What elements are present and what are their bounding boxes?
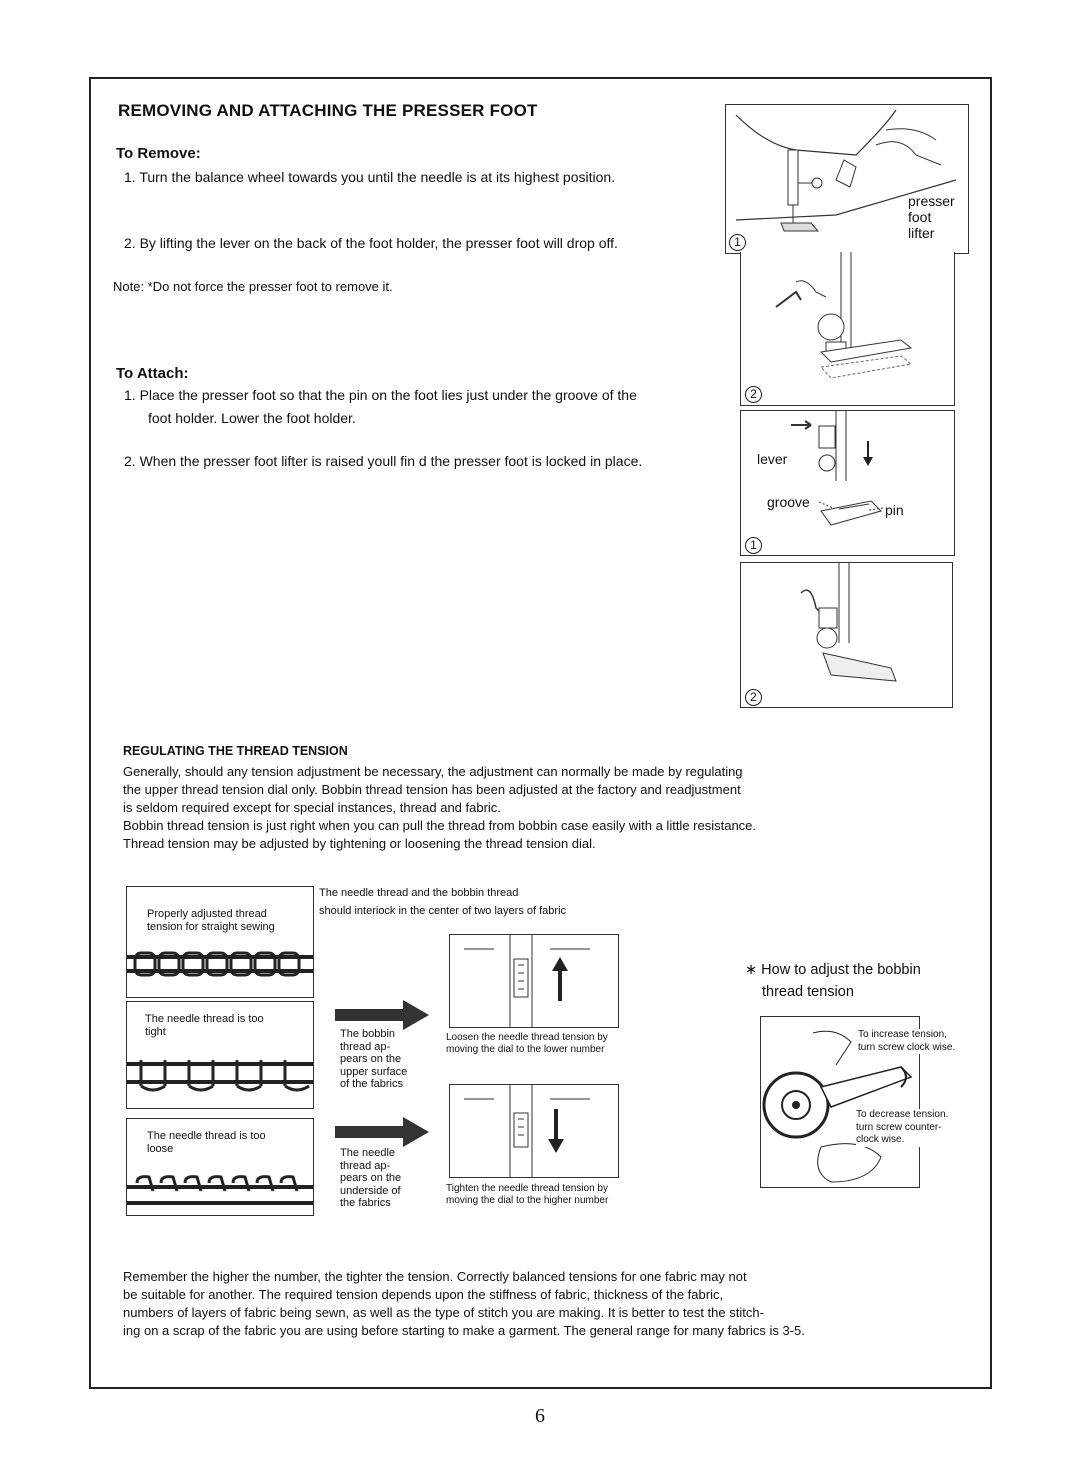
figure-remove-2 bbox=[740, 252, 955, 406]
foot-attached-illustration bbox=[741, 563, 952, 707]
proper-stitch-illustration bbox=[127, 887, 313, 997]
dial-tighten-panel bbox=[449, 1084, 619, 1178]
tension-para-2-line-2: Thread tension may be adjusted by tightening or loosening the thread tension dial. bbox=[123, 836, 596, 851]
loose-label-1: The needle thread is too bbox=[147, 1130, 266, 1142]
decrease-text bbox=[856, 1109, 948, 1147]
bobbin-appears-line: thread ap- bbox=[340, 1040, 391, 1053]
closing-line-2: be suitable for another. The required tension depends upon the stiffness of fabric, thickness of the fabric, bbox=[123, 1287, 724, 1302]
proper-label-1: Properly adjusted thread bbox=[147, 908, 267, 920]
bobbin-appears-line: upper surface bbox=[340, 1065, 408, 1078]
tension-para-1-line-1: Generally, should any tension adjustment be necessary, the adjustment can normally be made by regulating bbox=[123, 764, 743, 779]
presser-label-3: lifter bbox=[908, 225, 935, 241]
loose-tension-panel bbox=[126, 1118, 314, 1216]
tension-para-1-line-2: the upper thread tension dial only. Bobbin thread tension has been adjusted at the factory and readjustment bbox=[123, 782, 741, 797]
tension-para-2-line-1: Bobbin thread tension is just right when you can pull the thread from bobbin case easily with a little resistance. bbox=[123, 818, 757, 833]
page-title: REMOVING AND ATTACHING THE PRESSER FOOT bbox=[118, 101, 538, 120]
bobbin-appears-line: of the fabrics bbox=[340, 1078, 403, 1090]
figure-attach-2 bbox=[740, 562, 953, 708]
tight-stitch-illustration bbox=[127, 1002, 313, 1108]
foot-drop-illustration bbox=[741, 252, 954, 405]
loose-label-2: loose bbox=[147, 1143, 174, 1155]
remove-step-2: 2. By lifting the lever on the back of the foot holder, the presser foot will drop off. bbox=[124, 235, 618, 251]
closing-line-3: numbers of layers of fabric being sewn, as well as the type of stitch you are making. It is better to test the stitch- bbox=[123, 1305, 764, 1320]
tighten-text-1: Tighten the needle thread tension by bbox=[446, 1183, 608, 1194]
figure-remove-1 bbox=[725, 104, 969, 254]
needle-appears-line: the fabrics bbox=[340, 1197, 391, 1209]
right-arrow-icon bbox=[335, 1117, 430, 1147]
pin-label: pin bbox=[885, 502, 904, 518]
decrease-line: clock wise. bbox=[856, 1134, 905, 1145]
figure-number: 2 bbox=[745, 386, 762, 403]
increase-text bbox=[858, 1029, 955, 1054]
remove-note: Note: *Do not force the presser foot to remove it. bbox=[113, 279, 393, 294]
attach-step-1-cont: foot holder. Lower the foot holder. bbox=[148, 410, 356, 426]
needle-appears-line: pears on the bbox=[340, 1172, 402, 1184]
tension-para-1-line-3: is seldom required except for special instances, thread and fabric. bbox=[123, 800, 501, 815]
groove-label: groove bbox=[767, 494, 810, 510]
increase-line: To increase tension, bbox=[858, 1029, 947, 1040]
loosen-text-2: moving the dial to the lower number bbox=[446, 1044, 605, 1055]
dial-tighten-illustration bbox=[450, 1085, 618, 1177]
bobbin-title-2: thread tension bbox=[762, 984, 854, 1000]
tighten-text-2: moving the dial to the higher number bbox=[446, 1195, 609, 1206]
diagram-caption-1: The needle thread and the bobbin thread bbox=[319, 887, 519, 899]
bobbin-appears-text bbox=[340, 1028, 407, 1091]
needle-appears-line: The needle bbox=[340, 1147, 396, 1159]
right-arrow-icon bbox=[335, 1000, 430, 1030]
decrease-line: turn screw counter- bbox=[856, 1121, 942, 1133]
tight-tension-panel bbox=[126, 1001, 314, 1109]
attach-step-2: 2. When the presser foot lifter is raised youll fin d the presser foot is locked in place. bbox=[124, 453, 643, 469]
dial-loosen-panel bbox=[449, 934, 619, 1028]
tight-label-2: tight bbox=[145, 1026, 166, 1038]
loosen-text-1: Loosen the needle thread tension by bbox=[446, 1032, 608, 1043]
presser-label-1: presser bbox=[908, 193, 955, 209]
tight-label-1: The needle thread is too bbox=[145, 1013, 264, 1025]
remove-heading: To Remove: bbox=[116, 145, 201, 162]
page-number: 6 bbox=[535, 1405, 545, 1427]
tension-heading: REGULATING THE THREAD TENSION bbox=[123, 744, 348, 758]
dial-loosen-illustration bbox=[450, 935, 618, 1027]
closing-line-4: ing on a scrap of the fabric you are using before starting to make a garment. The general range for many fabrics is 3-5. bbox=[123, 1323, 805, 1338]
needle-appears-line: underside of bbox=[340, 1184, 401, 1197]
decrease-line: To decrease tension. bbox=[856, 1109, 949, 1120]
proper-tension-panel bbox=[126, 886, 314, 998]
presser-label-2: foot bbox=[908, 209, 932, 225]
proper-label-2: tension for straight sewing bbox=[147, 921, 275, 933]
bobbin-appears-line: pears on the bbox=[340, 1053, 402, 1065]
figure-number: 1 bbox=[729, 234, 746, 251]
bobbin-appears-line: The bobbin bbox=[340, 1028, 396, 1040]
attach-step-1: 1. Place the presser foot so that the pin on the foot lies just under the groove of the bbox=[124, 387, 637, 403]
closing-line-1: Remember the higher the number, the tighter the tension. Correctly balanced tensions for one fabric may not bbox=[123, 1269, 747, 1284]
lever-label: lever bbox=[757, 451, 788, 467]
remove-step-1: 1. Turn the balance wheel towards you until the needle is at its highest position. bbox=[124, 169, 616, 185]
figure-number: 1 bbox=[745, 537, 762, 554]
needle-appears-line: thread ap- bbox=[340, 1159, 391, 1172]
diagram-caption-2: should interiock in the center of two layers of fabric bbox=[319, 905, 567, 917]
figure-number: 2 bbox=[745, 689, 762, 706]
foot-groove-pin-illustration bbox=[741, 411, 954, 555]
bobbin-title-1: ∗ How to adjust the bobbin bbox=[745, 962, 921, 978]
increase-line: turn screw clock wise. bbox=[858, 1041, 956, 1053]
needle-appears-text bbox=[340, 1147, 401, 1210]
loose-stitch-illustration bbox=[127, 1119, 313, 1215]
figure-attach-1 bbox=[740, 410, 955, 556]
attach-heading: To Attach: bbox=[116, 365, 189, 382]
